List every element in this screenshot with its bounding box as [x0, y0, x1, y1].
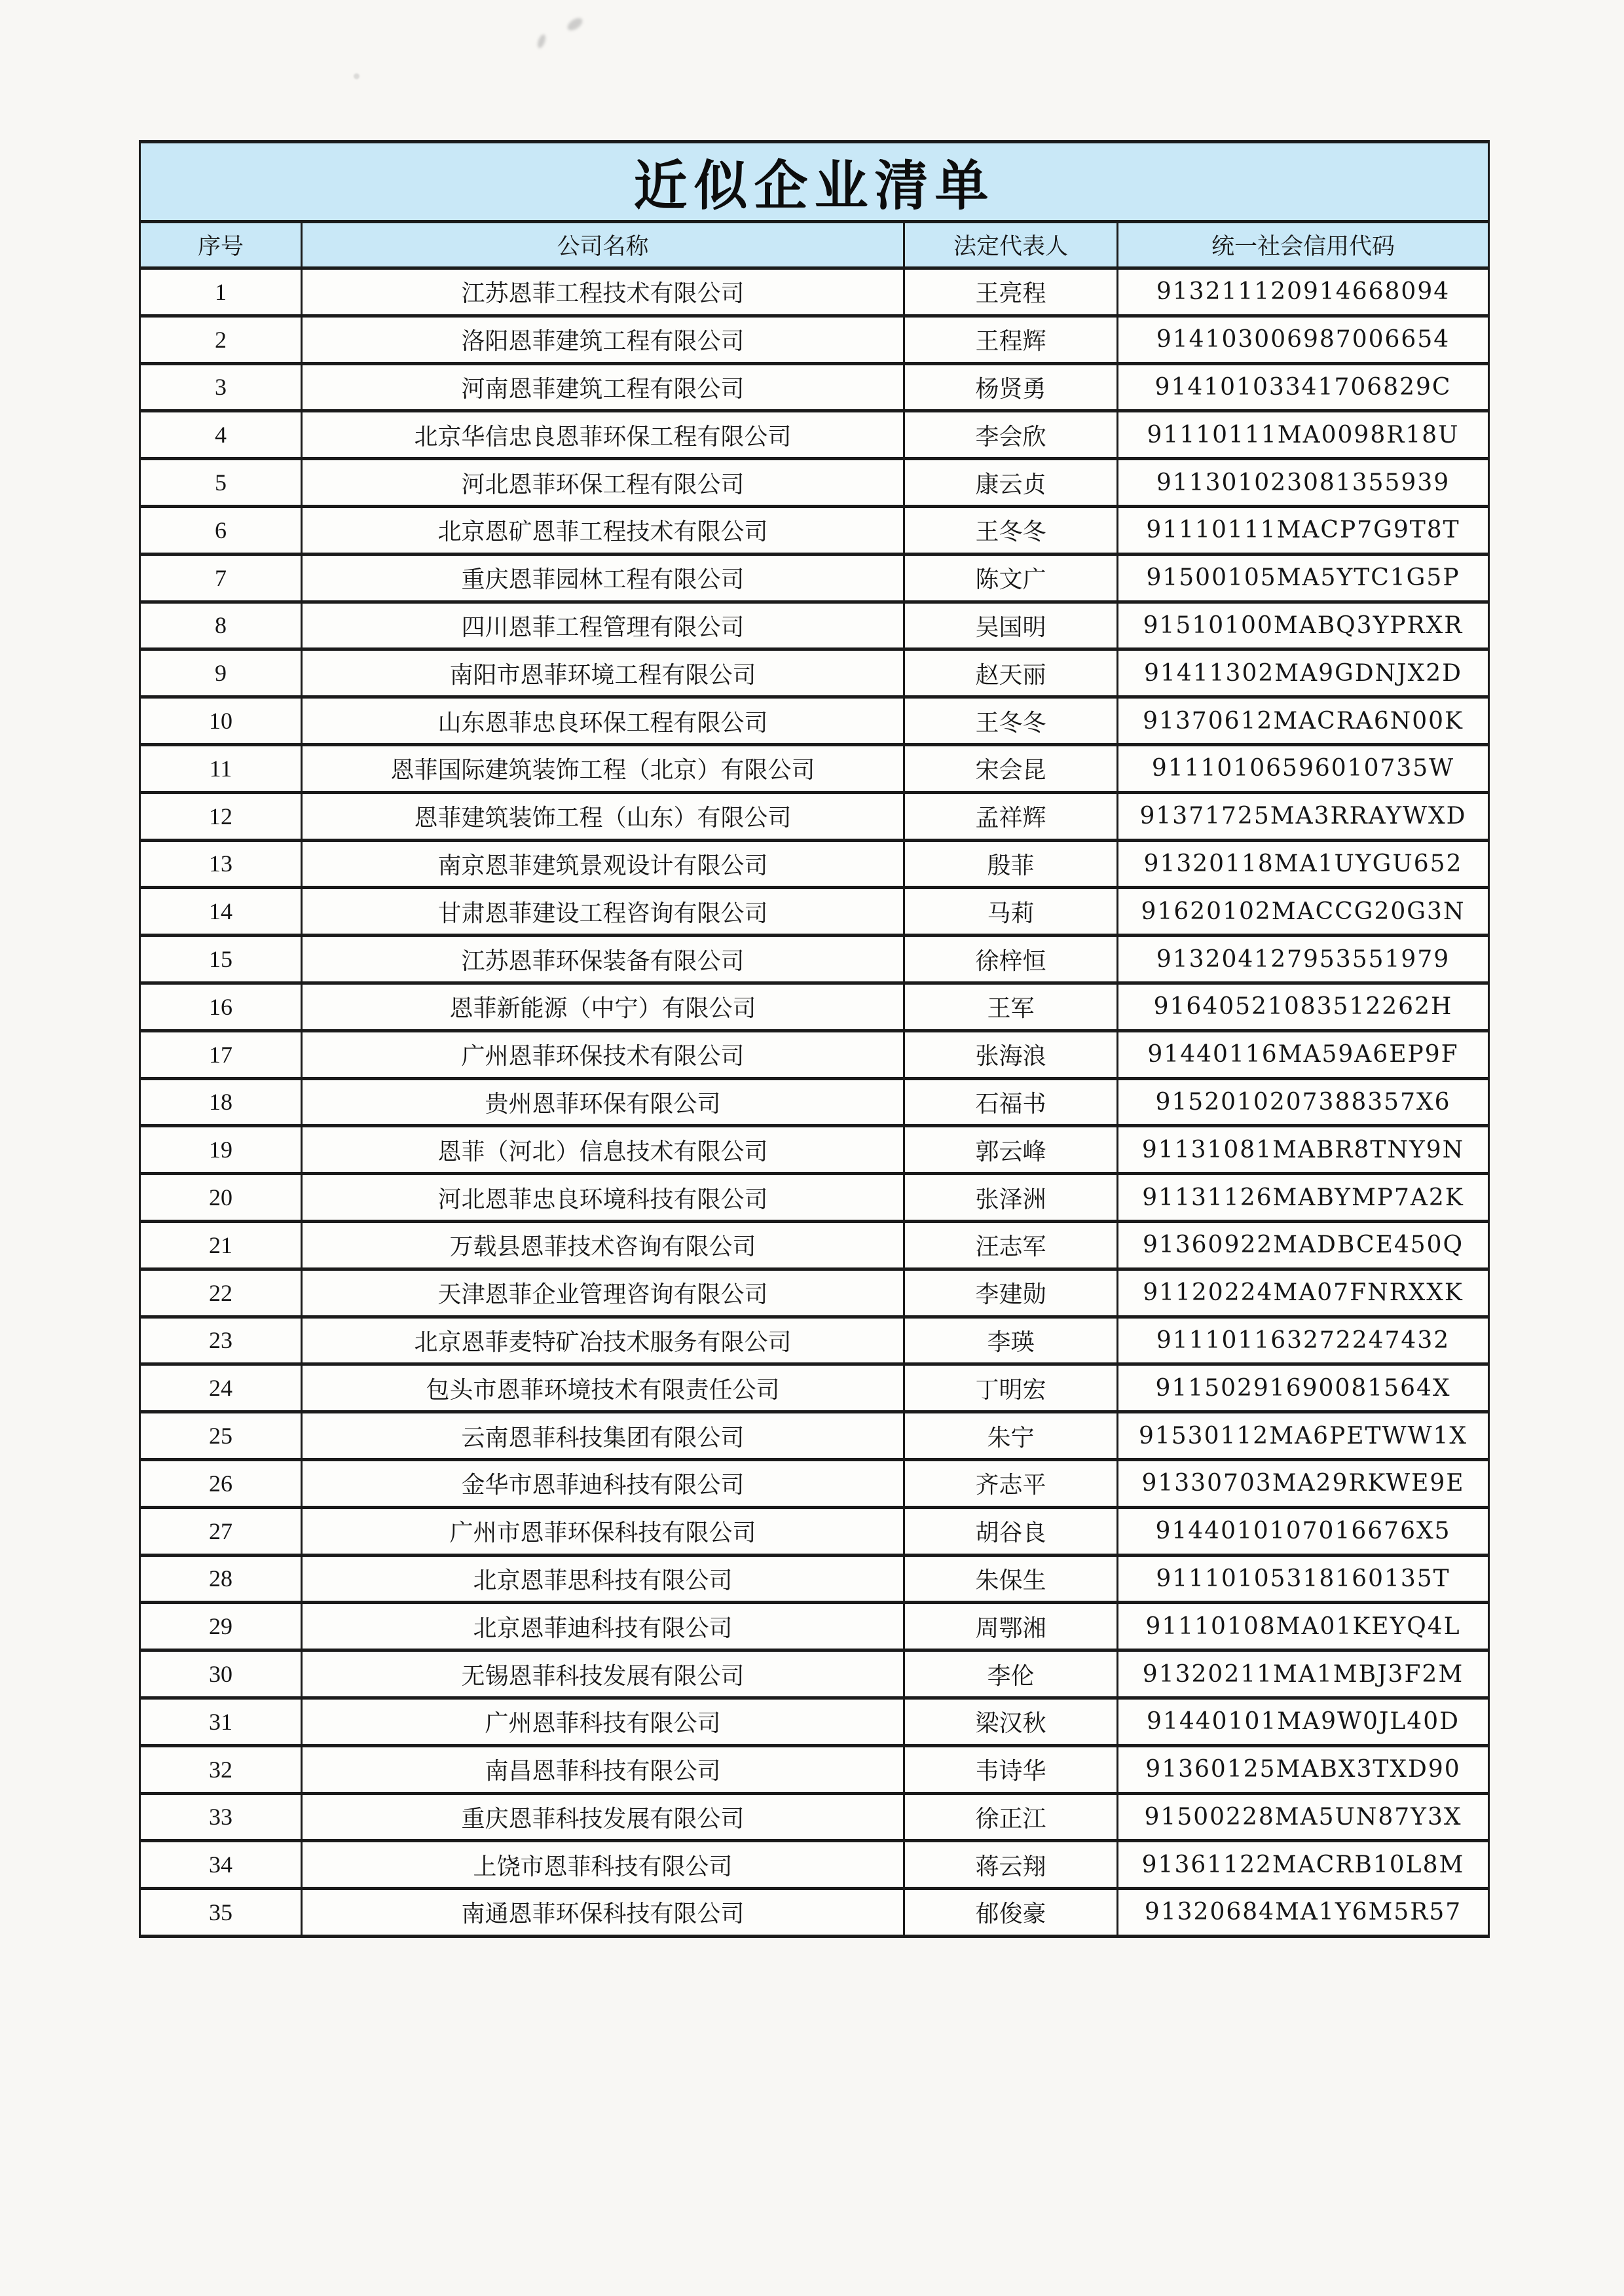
company-name-cell: 金华市恩菲迪科技有限公司 — [302, 1459, 904, 1507]
company-name-cell: 云南恩菲科技集团有限公司 — [302, 1412, 904, 1460]
company-name-cell: 恩菲新能源（中宁）有限公司 — [302, 983, 904, 1030]
credit-code-cell: 91131081MABR8TNY9N — [1118, 1126, 1489, 1174]
serial-number-cell: 9 — [140, 649, 302, 697]
company-name-cell: 江苏恩菲工程技术有限公司 — [302, 268, 904, 316]
legal-representative-cell: 马莉 — [904, 888, 1118, 936]
credit-code-cell: 91110111MA0098R18U — [1118, 411, 1489, 459]
table-row — [140, 1650, 1489, 1698]
table-row — [140, 888, 1489, 936]
company-name-cell: 北京华信忠良恩菲环保工程有限公司 — [302, 411, 904, 459]
legal-representative-cell: 王军 — [904, 983, 1118, 1030]
legal-representative-cell: 李瑛 — [904, 1317, 1118, 1364]
legal-representative-cell: 王冬冬 — [904, 697, 1118, 745]
credit-code-cell: 91510100MABQ3YPRXR — [1118, 602, 1489, 649]
serial-number-cell: 28 — [140, 1555, 302, 1603]
header-credit-code: 统一社会信用代码 — [1118, 222, 1489, 268]
table-row — [140, 1221, 1489, 1269]
serial-number-cell: 19 — [140, 1126, 302, 1174]
table-row — [140, 554, 1489, 602]
legal-representative-cell: 孟祥辉 — [904, 792, 1118, 840]
table-row — [140, 936, 1489, 983]
legal-representative-cell: 丁明宏 — [904, 1364, 1118, 1412]
serial-number-cell: 32 — [140, 1745, 302, 1793]
pencil-smudge — [354, 73, 360, 79]
table-row — [140, 602, 1489, 649]
credit-code-cell: 91360922MADBCE450Q — [1118, 1221, 1489, 1269]
serial-number-cell: 35 — [140, 1889, 302, 1937]
table-row — [140, 268, 1489, 316]
credit-code-cell: 91150291690081564X — [1118, 1364, 1489, 1412]
table-row — [140, 506, 1489, 554]
company-name-cell: 重庆恩菲园林工程有限公司 — [302, 554, 904, 602]
legal-representative-cell: 赵天丽 — [904, 649, 1118, 697]
credit-code-cell: 91131126MABYMP7A2K — [1118, 1174, 1489, 1222]
legal-representative-cell: 杨贤勇 — [904, 363, 1118, 411]
legal-representative-cell: 王亮程 — [904, 268, 1118, 316]
serial-number-cell: 33 — [140, 1793, 302, 1841]
company-name-cell: 甘肃恩菲建设工程咨询有限公司 — [302, 888, 904, 936]
table-row — [140, 1126, 1489, 1174]
credit-code-cell: 91110108MA01KEYQ4L — [1118, 1603, 1489, 1650]
table-title-row — [140, 142, 1489, 222]
company-name-cell: 南京恩菲建筑景观设计有限公司 — [302, 840, 904, 888]
legal-representative-cell: 张泽洲 — [904, 1174, 1118, 1222]
company-name-cell: 包头市恩菲环境技术有限责任公司 — [302, 1364, 904, 1412]
legal-representative-cell: 张海浪 — [904, 1030, 1118, 1078]
legal-representative-cell: 韦诗华 — [904, 1745, 1118, 1793]
legal-representative-cell: 陈文广 — [904, 554, 1118, 602]
serial-number-cell: 10 — [140, 697, 302, 745]
credit-code-cell: 9144010107016676X5 — [1118, 1507, 1489, 1555]
credit-code-cell: 91361122MACRB10L8M — [1118, 1841, 1489, 1889]
pencil-smudge — [536, 33, 547, 49]
credit-code-cell: 91371725MA3RRAYWXD — [1118, 792, 1489, 840]
serial-number-cell: 23 — [140, 1317, 302, 1364]
credit-code-cell: 91410103341706829C — [1118, 363, 1489, 411]
column-header-row — [140, 222, 1489, 268]
table-row — [140, 1555, 1489, 1603]
company-name-cell: 贵州恩菲环保有限公司 — [302, 1078, 904, 1126]
legal-representative-cell: 康云贞 — [904, 459, 1118, 507]
credit-code-cell: 91640521083512262H — [1118, 983, 1489, 1030]
serial-number-cell: 3 — [140, 363, 302, 411]
credit-code-cell: 91530112MA6PETWW1X — [1118, 1412, 1489, 1460]
legal-representative-cell: 周鄂湘 — [904, 1603, 1118, 1650]
legal-representative-cell: 徐梓恒 — [904, 936, 1118, 983]
credit-code-cell: 9152010207388357X6 — [1118, 1078, 1489, 1126]
table-row — [140, 459, 1489, 507]
credit-code-cell: 91500105MA5YTC1G5P — [1118, 554, 1489, 602]
legal-representative-cell: 朱保生 — [904, 1555, 1118, 1603]
company-name-cell: 河北恩菲环保工程有限公司 — [302, 459, 904, 507]
company-name-cell: 广州市恩菲环保科技有限公司 — [302, 1507, 904, 1555]
table-row — [140, 792, 1489, 840]
header-legal-representative: 法定代表人 — [904, 222, 1118, 268]
credit-code-cell: 91110106596010735W — [1118, 744, 1489, 792]
legal-representative-cell: 王程辉 — [904, 316, 1118, 363]
table-row — [140, 1793, 1489, 1841]
credit-code-cell: 911101163272247432 — [1118, 1317, 1489, 1364]
serial-number-cell: 26 — [140, 1459, 302, 1507]
serial-number-cell: 31 — [140, 1698, 302, 1745]
legal-representative-cell: 朱宁 — [904, 1412, 1118, 1460]
table-row — [140, 649, 1489, 697]
serial-number-cell: 27 — [140, 1507, 302, 1555]
legal-representative-cell: 齐志平 — [904, 1459, 1118, 1507]
header-company-name: 公司名称 — [302, 222, 904, 268]
table-row — [140, 1364, 1489, 1412]
company-name-cell: 重庆恩菲科技发展有限公司 — [302, 1793, 904, 1841]
pencil-smudge — [565, 16, 584, 33]
credit-code-cell: 91440116MA59A6EP9F — [1118, 1030, 1489, 1078]
serial-number-cell: 7 — [140, 554, 302, 602]
serial-number-cell: 21 — [140, 1221, 302, 1269]
legal-representative-cell: 吴国明 — [904, 602, 1118, 649]
table-row — [140, 411, 1489, 459]
credit-code-cell: 911301023081355939 — [1118, 459, 1489, 507]
company-name-cell: 恩菲建筑装饰工程（山东）有限公司 — [302, 792, 904, 840]
company-name-cell: 洛阳恩菲建筑工程有限公司 — [302, 316, 904, 363]
company-name-cell: 广州恩菲环保技术有限公司 — [302, 1030, 904, 1078]
serial-number-cell: 4 — [140, 411, 302, 459]
legal-representative-cell: 王冬冬 — [904, 506, 1118, 554]
credit-code-cell: 91120224MA07FNRXXK — [1118, 1269, 1489, 1317]
company-name-cell: 无锡恩菲科技发展有限公司 — [302, 1650, 904, 1698]
table-row — [140, 983, 1489, 1030]
legal-representative-cell: 蒋云翔 — [904, 1841, 1118, 1889]
table-row — [140, 1459, 1489, 1507]
company-name-cell: 北京恩菲麦特矿冶技术服务有限公司 — [302, 1317, 904, 1364]
page-title: 近似企业清单 — [140, 142, 1489, 222]
credit-code-cell: 91440101MA9W0JL40D — [1118, 1698, 1489, 1745]
table-row — [140, 1317, 1489, 1364]
legal-representative-cell: 李伦 — [904, 1650, 1118, 1698]
credit-code-cell: 91320118MA1UYGU652 — [1118, 840, 1489, 888]
serial-number-cell: 18 — [140, 1078, 302, 1126]
serial-number-cell: 22 — [140, 1269, 302, 1317]
serial-number-cell: 11 — [140, 744, 302, 792]
company-name-cell: 河北恩菲忠良环境科技有限公司 — [302, 1174, 904, 1222]
company-name-cell: 恩菲（河北）信息技术有限公司 — [302, 1126, 904, 1174]
serial-number-cell: 8 — [140, 602, 302, 649]
company-name-cell: 河南恩菲建筑工程有限公司 — [302, 363, 904, 411]
table-row — [140, 1174, 1489, 1222]
company-name-cell: 南昌恩菲科技有限公司 — [302, 1745, 904, 1793]
serial-number-cell: 15 — [140, 936, 302, 983]
credit-code-cell: 91370612MACRA6N00K — [1118, 697, 1489, 745]
table-row — [140, 697, 1489, 745]
table-row — [140, 1269, 1489, 1317]
table-row — [140, 1889, 1489, 1937]
company-name-cell: 天津恩菲企业管理咨询有限公司 — [302, 1269, 904, 1317]
table-row — [140, 316, 1489, 363]
table-row — [140, 744, 1489, 792]
credit-code-cell: 91110111MACP7G9T8T — [1118, 506, 1489, 554]
similar-companies-table — [139, 140, 1490, 1938]
table-row — [140, 1412, 1489, 1460]
legal-representative-cell: 李建勋 — [904, 1269, 1118, 1317]
company-name-cell: 恩菲国际建筑装饰工程（北京）有限公司 — [302, 744, 904, 792]
credit-code-cell: 91320684MA1Y6M5R57 — [1118, 1889, 1489, 1937]
serial-number-cell: 5 — [140, 459, 302, 507]
legal-representative-cell: 殷菲 — [904, 840, 1118, 888]
serial-number-cell: 30 — [140, 1650, 302, 1698]
serial-number-cell: 17 — [140, 1030, 302, 1078]
serial-number-cell: 12 — [140, 792, 302, 840]
company-name-cell: 山东恩菲忠良环保工程有限公司 — [302, 697, 904, 745]
company-name-cell: 万载县恩菲技术咨询有限公司 — [302, 1221, 904, 1269]
company-name-cell: 北京恩菲思科技有限公司 — [302, 1555, 904, 1603]
legal-representative-cell: 胡谷良 — [904, 1507, 1118, 1555]
legal-representative-cell: 徐正江 — [904, 1793, 1118, 1841]
credit-code-cell: 91500228MA5UN87Y3X — [1118, 1793, 1489, 1841]
company-name-cell: 南通恩菲环保科技有限公司 — [302, 1889, 904, 1937]
company-name-cell: 江苏恩菲环保装备有限公司 — [302, 936, 904, 983]
table-row — [140, 1603, 1489, 1650]
serial-number-cell: 25 — [140, 1412, 302, 1460]
legal-representative-cell: 汪志军 — [904, 1221, 1118, 1269]
legal-representative-cell: 梁汉秋 — [904, 1698, 1118, 1745]
legal-representative-cell: 宋会昆 — [904, 744, 1118, 792]
credit-code-cell: 91360125MABX3TXD90 — [1118, 1745, 1489, 1793]
credit-code-cell: 91411302MA9GDNJX2D — [1118, 649, 1489, 697]
serial-number-cell: 13 — [140, 840, 302, 888]
legal-representative-cell: 郁俊豪 — [904, 1889, 1118, 1937]
serial-number-cell: 34 — [140, 1841, 302, 1889]
serial-number-cell: 16 — [140, 983, 302, 1030]
legal-representative-cell: 石福书 — [904, 1078, 1118, 1126]
credit-code-cell: 91330703MA29RKWE9E — [1118, 1459, 1489, 1507]
company-name-cell: 上饶市恩菲科技有限公司 — [302, 1841, 904, 1889]
header-serial-number: 序号 — [140, 222, 302, 268]
table-row — [140, 1507, 1489, 1555]
serial-number-cell: 1 — [140, 268, 302, 316]
table-row — [140, 363, 1489, 411]
table-row — [140, 1698, 1489, 1745]
credit-code-cell: 914103006987006654 — [1118, 316, 1489, 363]
table-row — [140, 840, 1489, 888]
legal-representative-cell: 李会欣 — [904, 411, 1118, 459]
serial-number-cell: 20 — [140, 1174, 302, 1222]
company-name-cell: 北京恩菲迪科技有限公司 — [302, 1603, 904, 1650]
company-name-cell: 广州恩菲科技有限公司 — [302, 1698, 904, 1745]
table-row — [140, 1841, 1489, 1889]
credit-code-cell: 913204127953551979 — [1118, 936, 1489, 983]
serial-number-cell: 2 — [140, 316, 302, 363]
credit-code-cell: 91320211MA1MBJ3F2M — [1118, 1650, 1489, 1698]
company-name-cell: 南阳市恩菲环境工程有限公司 — [302, 649, 904, 697]
serial-number-cell: 24 — [140, 1364, 302, 1412]
table-row — [140, 1030, 1489, 1078]
credit-code-cell: 91110105318160135T — [1118, 1555, 1489, 1603]
serial-number-cell: 6 — [140, 506, 302, 554]
serial-number-cell: 29 — [140, 1603, 302, 1650]
credit-code-cell: 913211120914668094 — [1118, 268, 1489, 316]
company-name-cell: 四川恩菲工程管理有限公司 — [302, 602, 904, 649]
serial-number-cell: 14 — [140, 888, 302, 936]
legal-representative-cell: 郭云峰 — [904, 1126, 1118, 1174]
table-row — [140, 1078, 1489, 1126]
table-row — [140, 1745, 1489, 1793]
credit-code-cell: 91620102MACCG20G3N — [1118, 888, 1489, 936]
company-name-cell: 北京恩矿恩菲工程技术有限公司 — [302, 506, 904, 554]
